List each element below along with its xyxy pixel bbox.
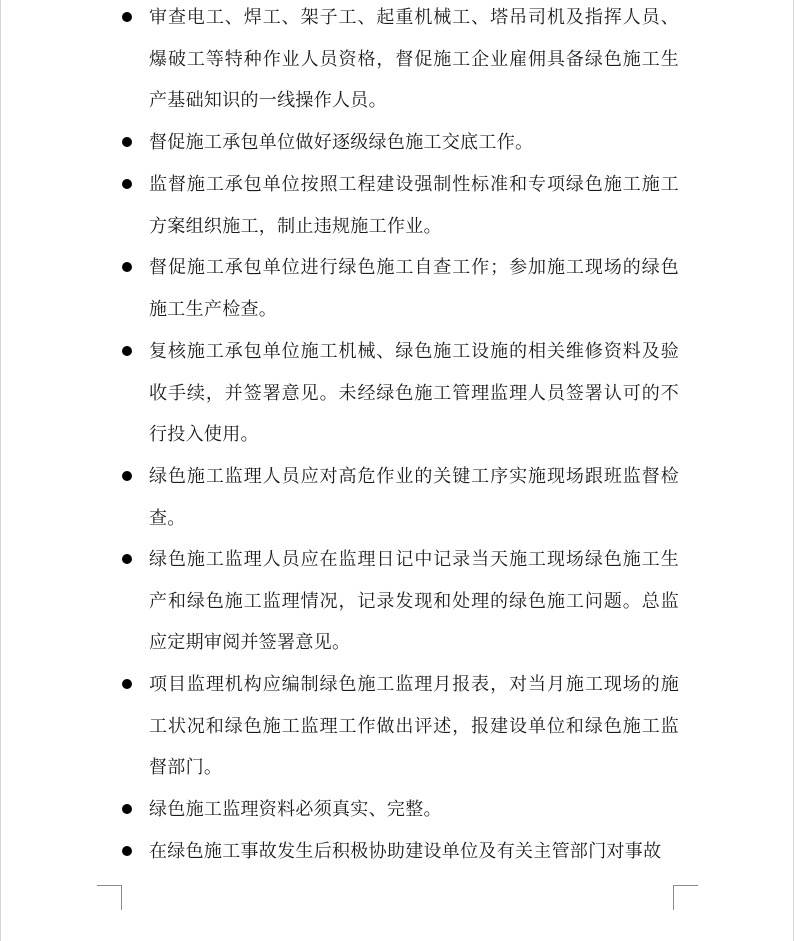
list-item-text: 督促施工承包单位做好逐级绿色施工交底工作。	[149, 132, 534, 153]
bullet-icon	[122, 471, 132, 481]
list-item-text: 绿色施工监理人员应在监理日记中记录当天施工现场绿色施工生产和绿色施工监理情况，记录发现和处理的绿色施工问题。总监应定期审阅并签署意见。	[149, 549, 679, 654]
margin-corner-mark-left	[97, 885, 122, 910]
margin-corner-mark-right	[673, 885, 698, 910]
page-edge-left	[0, 0, 1, 941]
bullet-icon	[122, 679, 132, 689]
list-item-text: 审查电工、焊工、架子工、起重机械工、塔吊司机及指挥人员、爆破工等特种作业人员资格，督促施工企业雇佣具备绿色施工生产基础知识的一线操作人员。	[149, 7, 679, 112]
list-item-text: 监督施工承包单位按照工程建设强制性标准和专项绿色施工施工方案组织施工，制止违规施工作业。	[149, 174, 679, 237]
bullet-icon	[122, 804, 132, 814]
list-item-text: 在绿色施工事故发生后积极协助建设单位及有关主管部门对事故	[149, 841, 662, 862]
list-item-text: 复核施工承包单位施工机械、绿色施工设施的相关维修资料及验收手续，并签署意见。未经绿色施工管理监理人员签署认可的不行投入使用。	[149, 341, 679, 446]
bullet-icon	[122, 179, 132, 189]
bullet-icon	[122, 554, 132, 564]
bullet-icon	[122, 846, 132, 856]
bullet-icon	[122, 346, 132, 356]
list-item-text: 项目监理机构应编制绿色施工监理月报表，对当月施工现场的施工状况和绿色施工监理工作做出评述，报建设单位和绿色施工监督部门。	[149, 674, 679, 779]
bullet-icon	[122, 137, 132, 147]
bullet-icon	[122, 12, 132, 22]
list-item-text: 绿色施工监理人员应对高危作业的关键工序实施现场跟班监督检查。	[149, 466, 679, 529]
bullet-icon	[122, 262, 132, 272]
list-item-text: 督促施工承包单位进行绿色施工自查工作；参加施工现场的绿色施工生产检查。	[149, 257, 679, 320]
list-item-text: 绿色施工监理资料必须真实、完整。	[149, 799, 442, 820]
